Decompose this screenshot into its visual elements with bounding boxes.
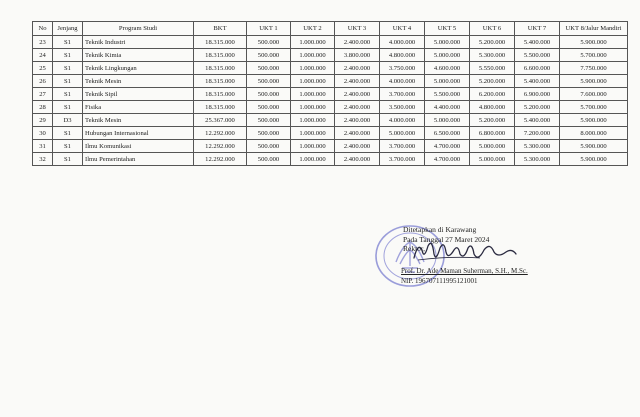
signatory-block bbox=[401, 267, 528, 286]
cell-ukt4: 3.700.000 bbox=[380, 153, 425, 166]
cell-ukt2: 1.000.000 bbox=[291, 36, 335, 49]
cell-jenjang: S1 bbox=[53, 127, 83, 140]
cell-ukt1: 500.000 bbox=[247, 75, 291, 88]
cell-ukt6: 6.200.000 bbox=[470, 88, 515, 101]
table-row bbox=[33, 62, 628, 75]
cell-ukt8: 5.700.000 bbox=[560, 101, 628, 114]
cell-ukt1: 500.000 bbox=[247, 140, 291, 153]
column-header: UKT 2 bbox=[291, 22, 335, 36]
cell-ukt5: 6.500.000 bbox=[425, 127, 470, 140]
cell-ukt5: 5.000.000 bbox=[425, 49, 470, 62]
table-row bbox=[33, 49, 628, 62]
cell-ukt3: 3.800.000 bbox=[335, 49, 380, 62]
cell-ukt8: 5.900.000 bbox=[560, 140, 628, 153]
cell-ukt1: 500.000 bbox=[247, 127, 291, 140]
cell-ukt1: 500.000 bbox=[247, 49, 291, 62]
cell-prodi: Ilmu Pemerintahan bbox=[83, 153, 194, 166]
cell-ukt6: 5.200.000 bbox=[470, 36, 515, 49]
cell-ukt5: 4.400.000 bbox=[425, 101, 470, 114]
column-header: UKT 3 bbox=[335, 22, 380, 36]
cell-prodi: Teknik Sipil bbox=[83, 88, 194, 101]
cell-ukt3: 2.400.000 bbox=[335, 36, 380, 49]
cell-ukt1: 500.000 bbox=[247, 36, 291, 49]
column-header: BKT bbox=[194, 22, 247, 36]
cell-bkt: 12.292.000 bbox=[194, 153, 247, 166]
cell-ukt7: 5.400.000 bbox=[515, 114, 560, 127]
cell-ukt2: 1.000.000 bbox=[291, 140, 335, 153]
cell-ukt2: 1.000.000 bbox=[291, 88, 335, 101]
place-line: Ditetapkan di Karawang bbox=[403, 225, 477, 234]
cell-ukt7: 7.200.000 bbox=[515, 127, 560, 140]
cell-bkt: 18.315.000 bbox=[194, 88, 247, 101]
cell-ukt7: 6.900.000 bbox=[515, 88, 560, 101]
cell-ukt4: 5.000.000 bbox=[380, 127, 425, 140]
cell-ukt4: 3.700.000 bbox=[380, 88, 425, 101]
cell-ukt8: 7.600.000 bbox=[560, 88, 628, 101]
cell-bkt: 25.367.000 bbox=[194, 114, 247, 127]
cell-bkt: 18.315.000 bbox=[194, 36, 247, 49]
cell-ukt3: 2.400.000 bbox=[335, 153, 380, 166]
table-header-row bbox=[33, 22, 628, 36]
cell-ukt5: 5.000.000 bbox=[425, 36, 470, 49]
cell-no: 31 bbox=[33, 140, 53, 153]
cell-ukt6: 5.300.000 bbox=[470, 49, 515, 62]
table-row bbox=[33, 127, 628, 140]
cell-ukt3: 2.400.000 bbox=[335, 62, 380, 75]
table-row bbox=[33, 88, 628, 101]
table-row bbox=[33, 36, 628, 49]
cell-ukt8: 5.900.000 bbox=[560, 75, 628, 88]
cell-bkt: 18.315.000 bbox=[194, 62, 247, 75]
table-row bbox=[33, 140, 628, 153]
column-header: UKT 5 bbox=[425, 22, 470, 36]
cell-ukt3: 2.400.000 bbox=[335, 101, 380, 114]
cell-no: 23 bbox=[33, 36, 53, 49]
cell-bkt: 18.315.000 bbox=[194, 75, 247, 88]
cell-ukt2: 1.000.000 bbox=[291, 153, 335, 166]
cell-ukt4: 4.000.000 bbox=[380, 114, 425, 127]
cell-prodi: Fisika bbox=[83, 101, 194, 114]
cell-no: 26 bbox=[33, 75, 53, 88]
cell-ukt5: 4.700.000 bbox=[425, 153, 470, 166]
cell-ukt6: 5.000.000 bbox=[470, 153, 515, 166]
cell-ukt5: 5.000.000 bbox=[425, 114, 470, 127]
cell-no: 29 bbox=[33, 114, 53, 127]
cell-ukt2: 1.000.000 bbox=[291, 62, 335, 75]
table-row bbox=[33, 101, 628, 114]
table-row bbox=[33, 75, 628, 88]
cell-ukt2: 1.000.000 bbox=[291, 49, 335, 62]
cell-ukt8: 5.700.000 bbox=[560, 49, 628, 62]
ukt-fee-table bbox=[32, 21, 628, 166]
cell-ukt4: 3.500.000 bbox=[380, 101, 425, 114]
table-body bbox=[33, 36, 628, 166]
cell-ukt2: 1.000.000 bbox=[291, 114, 335, 127]
cell-jenjang: S1 bbox=[53, 140, 83, 153]
signatory-nip: NIP. 196707111995121001 bbox=[401, 276, 478, 285]
cell-ukt4: 3.700.000 bbox=[380, 140, 425, 153]
cell-ukt5: 4.600.000 bbox=[425, 62, 470, 75]
cell-no: 28 bbox=[33, 101, 53, 114]
column-header: Jenjang bbox=[53, 22, 83, 36]
cell-prodi: Hubungan Internasional bbox=[83, 127, 194, 140]
cell-ukt8: 5.900.000 bbox=[560, 153, 628, 166]
cell-ukt5: 5.500.000 bbox=[425, 88, 470, 101]
column-header: No bbox=[33, 22, 53, 36]
cell-bkt: 12.292.000 bbox=[194, 127, 247, 140]
cell-ukt6: 5.200.000 bbox=[470, 114, 515, 127]
cell-ukt7: 5.200.000 bbox=[515, 101, 560, 114]
cell-ukt4: 3.750.000 bbox=[380, 62, 425, 75]
cell-ukt3: 2.400.000 bbox=[335, 88, 380, 101]
cell-jenjang: S1 bbox=[53, 101, 83, 114]
table-row bbox=[33, 153, 628, 166]
cell-ukt3: 2.400.000 bbox=[335, 127, 380, 140]
cell-ukt1: 500.000 bbox=[247, 62, 291, 75]
cell-jenjang: S1 bbox=[53, 49, 83, 62]
cell-jenjang: S1 bbox=[53, 75, 83, 88]
cell-jenjang: S1 bbox=[53, 62, 83, 75]
cell-ukt1: 500.000 bbox=[247, 114, 291, 127]
column-header: UKT 7 bbox=[515, 22, 560, 36]
cell-ukt3: 2.400.000 bbox=[335, 140, 380, 153]
cell-bkt: 18.315.000 bbox=[194, 101, 247, 114]
cell-ukt1: 500.000 bbox=[247, 101, 291, 114]
column-header: UKT 1 bbox=[247, 22, 291, 36]
cell-prodi: Teknik Industri bbox=[83, 36, 194, 49]
cell-jenjang: S1 bbox=[53, 88, 83, 101]
cell-bkt: 12.292.000 bbox=[194, 140, 247, 153]
cell-ukt6: 5.000.000 bbox=[470, 140, 515, 153]
cell-ukt1: 500.000 bbox=[247, 153, 291, 166]
cell-no: 25 bbox=[33, 62, 53, 75]
cell-ukt8: 5.900.000 bbox=[560, 36, 628, 49]
cell-jenjang: S1 bbox=[53, 153, 83, 166]
cell-ukt6: 6.800.000 bbox=[470, 127, 515, 140]
cell-prodi: Teknik Kimia bbox=[83, 49, 194, 62]
column-header: Program Studi bbox=[83, 22, 194, 36]
cell-prodi: Teknik Mesin bbox=[83, 75, 194, 88]
column-header: UKT 6 bbox=[470, 22, 515, 36]
cell-ukt8: 8.000.000 bbox=[560, 127, 628, 140]
cell-no: 24 bbox=[33, 49, 53, 62]
table-row bbox=[33, 114, 628, 127]
cell-ukt7: 6.600.000 bbox=[515, 62, 560, 75]
cell-prodi: Ilmu Komunikasi bbox=[83, 140, 194, 153]
cell-ukt2: 1.000.000 bbox=[291, 101, 335, 114]
cell-ukt7: 5.400.000 bbox=[515, 36, 560, 49]
cell-ukt7: 5.500.000 bbox=[515, 49, 560, 62]
cell-jenjang: D3 bbox=[53, 114, 83, 127]
cell-ukt2: 1.000.000 bbox=[291, 75, 335, 88]
signatory-name: Prof. Dr. Ade Maman Suherman, S.H., M.Sc. bbox=[401, 267, 528, 275]
date-line: Pada Tanggal 27 Maret 2024 bbox=[403, 234, 490, 244]
cell-ukt4: 4.000.000 bbox=[380, 75, 425, 88]
cell-ukt5: 5.000.000 bbox=[425, 75, 470, 88]
cell-jenjang: S1 bbox=[53, 36, 83, 49]
column-header: UKT 4 bbox=[380, 22, 425, 36]
cell-ukt3: 2.400.000 bbox=[335, 114, 380, 127]
cell-ukt8: 5.900.000 bbox=[560, 114, 628, 127]
title-line: Rektor, bbox=[403, 244, 425, 253]
cell-ukt7: 5.300.000 bbox=[515, 140, 560, 153]
cell-prodi: Teknik Mesin bbox=[83, 114, 194, 127]
cell-ukt6: 5.200.000 bbox=[470, 75, 515, 88]
column-header: UKT 8/Jalur Mandiri bbox=[560, 22, 628, 36]
cell-ukt4: 4.800.000 bbox=[380, 49, 425, 62]
cell-ukt7: 5.400.000 bbox=[515, 75, 560, 88]
cell-ukt8: 7.750.000 bbox=[560, 62, 628, 75]
cell-ukt6: 5.550.000 bbox=[470, 62, 515, 75]
cell-ukt2: 1.000.000 bbox=[291, 127, 335, 140]
cell-bkt: 18.315.000 bbox=[194, 49, 247, 62]
cell-ukt5: 4.700.000 bbox=[425, 140, 470, 153]
cell-no: 27 bbox=[33, 88, 53, 101]
cell-ukt1: 500.000 bbox=[247, 88, 291, 101]
cell-ukt7: 5.300.000 bbox=[515, 153, 560, 166]
cell-no: 30 bbox=[33, 127, 53, 140]
cell-no: 32 bbox=[33, 153, 53, 166]
cell-ukt4: 4.000.000 bbox=[380, 36, 425, 49]
cell-ukt6: 4.800.000 bbox=[470, 101, 515, 114]
cell-prodi: Teknik Lingkungan bbox=[83, 62, 194, 75]
handwritten-signature bbox=[410, 236, 520, 266]
cell-ukt3: 2.400.000 bbox=[335, 75, 380, 88]
